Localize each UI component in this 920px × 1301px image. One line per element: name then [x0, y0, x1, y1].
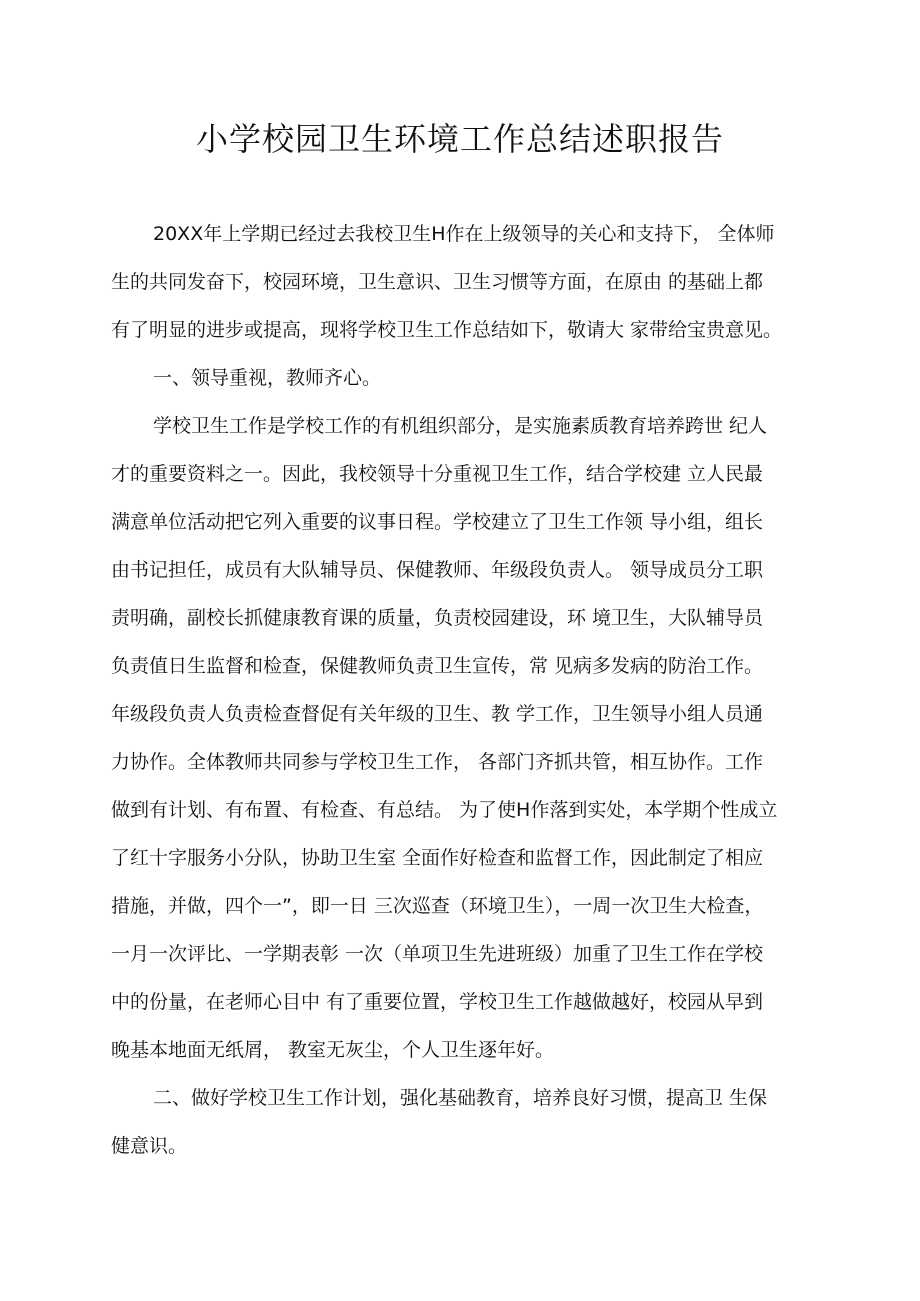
text-line: 了红十字服务小分队，协助卫生室 全面作好检查和监督工作，因此制定了相应: [111, 847, 764, 869]
text-line: 措施，并做，四个一”，即一日 三次巡查（环境卫生），一周一次卫生大检查，: [111, 895, 764, 917]
section-heading: 二、做好学校卫生工作计划，强化基础教育，培养良好习惯，提高卫 生保: [153, 1087, 768, 1109]
document-title: 小学校园卫生环境工作总结述职报告: [195, 120, 724, 158]
text-line: 做到有计划、有布置、有检查、有总结。 为了使H作落到实处，本学期个性成立: [111, 799, 778, 821]
text-line: 由书记担任，成员有大队辅导员、保健教师、年级段负责人。 领导成员分工职: [111, 559, 764, 581]
text-line: 责明确，副校长抓健康教育课的质量，负责校园建设，环 境卫生，大队辅导员: [111, 607, 764, 629]
section-heading: 一、领导重视，教师齐心。: [153, 367, 382, 389]
text-line: 负责值日生监督和检查，保健教师负责卫生宣传，常 见病多发病的防治工作。: [111, 655, 764, 677]
text-line: 20XX年上学期已经过去我校卫生H作在上级领导的关心和支持下， 全体师: [153, 223, 775, 245]
text-line: 才的重要资料之一。因此，我校领导十分重视卫生工作，结合学校建 立人民最: [111, 463, 764, 485]
text-line: 年级段负责人负责检查督促有关年级的卫生、教 学工作，卫生领导小组人员通: [111, 703, 764, 725]
text-line: 一月一次评比、一学期表彰 一次（单项卫生先进班级）加重了卫生工作在学校: [111, 943, 764, 965]
text-line: 健意识。: [111, 1135, 188, 1157]
text-line: 晚基本地面无纸屑， 教室无灰尘，个人卫生逐年好。: [111, 1039, 555, 1061]
text-line: 有了明显的进步或提高，现将学校卫生工作总结如下，敬请大 家带给宝贵意见。: [111, 319, 783, 341]
text-line: 力协作。全体教师共同参与学校卫生工作， 各部门齐抓共管，相互协作。工作: [111, 751, 764, 773]
text-line: 生的共同发奋下，校园环境，卫生意识、卫生习惯等方面，在原由 的基础上都: [111, 271, 764, 293]
text-line: 学校卫生工作是学校工作的有机组织部分，是实施素质教育培养跨世 纪人: [153, 415, 768, 437]
text-line: 中的份量，在老师心目中 有了重要位置，学校卫生工作越做越好，校园从早到: [111, 991, 764, 1013]
text-line: 满意单位活动把它列入重要的议事日程。学校建立了卫生工作领 导小组，组长: [111, 511, 764, 533]
